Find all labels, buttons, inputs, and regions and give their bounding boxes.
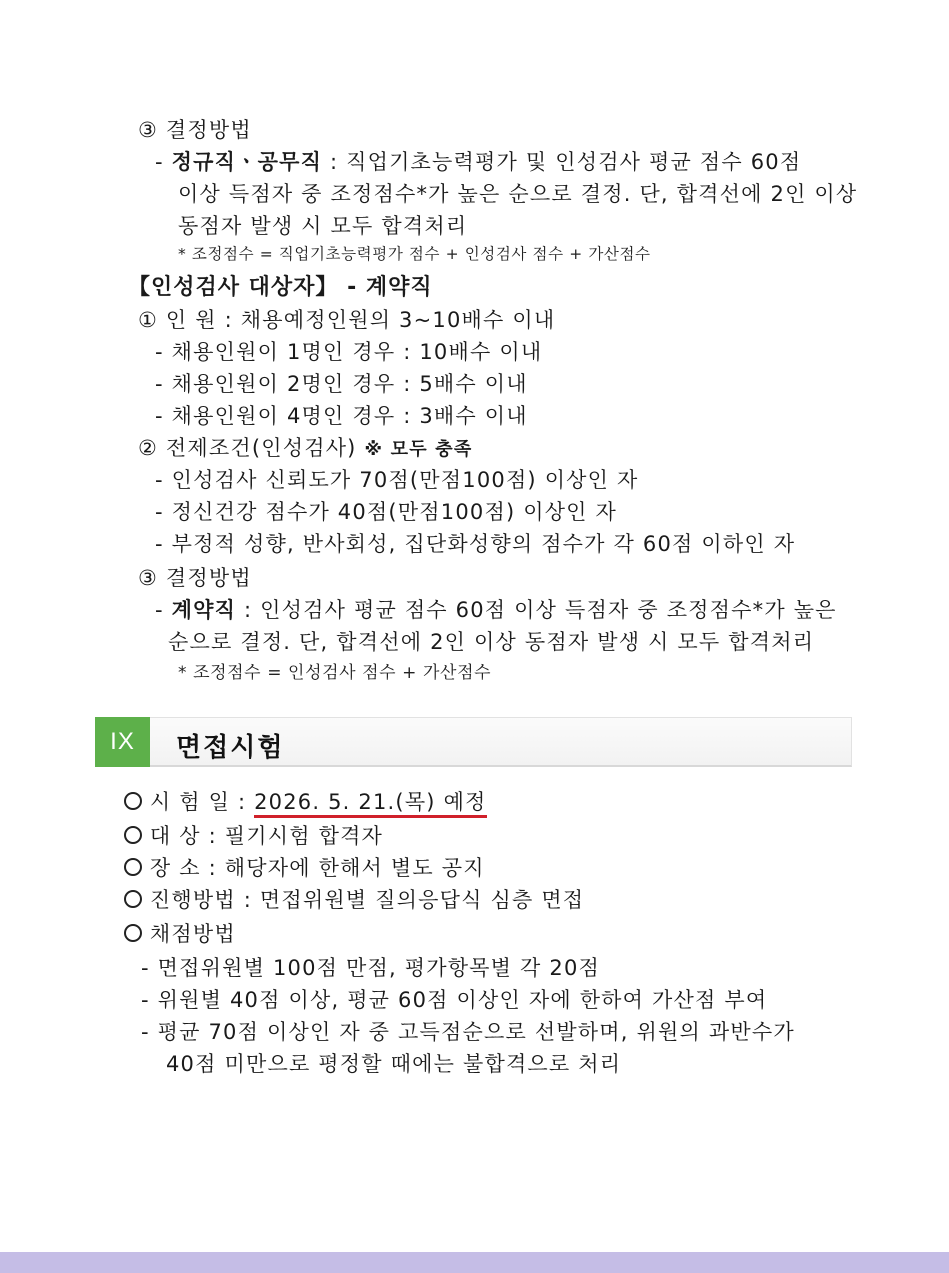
method-item-sep: : [322, 150, 347, 174]
circle-bullet-icon [124, 924, 142, 942]
premise-item: - 인성검사 신뢰도가 70점(만점100점) 이상인 자 [155, 468, 639, 492]
headcount-heading: ① 인 원 : 채용예정인원의 3~10배수 이내 [138, 308, 556, 332]
dash-marker: - [155, 598, 172, 622]
interview-place-row [124, 852, 485, 882]
circle-bullet-icon [124, 890, 142, 908]
headcount-item: - 채용인원이 1명인 경우 : 10배수 이내 [155, 340, 543, 364]
scoring-heading-row [124, 918, 236, 948]
interview-date-label: 시 험 일 : [149, 790, 255, 814]
method-item-text: 직업기초능력평가 및 인성검사 평균 점수 60점 [346, 150, 802, 174]
interview-procedure-row [124, 884, 584, 914]
section-title: 면접시험 [176, 733, 285, 763]
method-item-sep: : [236, 598, 261, 622]
headcount-item: - 채용인원이 2명인 경우 : 5배수 이내 [155, 372, 528, 396]
circle-bullet-icon [124, 858, 142, 876]
dash-marker: - [155, 150, 172, 174]
headcount-item: - 채용인원이 4명인 경우 : 3배수 이내 [155, 404, 528, 428]
premise-note: ※ 모두 충족 [364, 439, 473, 460]
scoring-item: - 위원별 40점 이상, 평균 60점 이상인 자에 한하여 가산점 부여 [141, 988, 768, 1012]
method-note-contract: * 조정점수 = 인성검사 점수 + 가산점수 [178, 663, 492, 683]
premise-heading-text: ② 전제조건(인성검사) [138, 436, 357, 460]
premise-item: - 정신건강 점수가 40점(만점100점) 이상인 자 [155, 500, 618, 524]
interview-target-text: 대 상 : 필기시험 합격자 [149, 824, 384, 848]
premise-heading [138, 432, 472, 462]
circle-bullet-icon [124, 792, 142, 810]
interview-date-value: 2026. 5. 21.(목) 예정 [254, 790, 486, 818]
premise-item: - 부정적 성향, 반사회성, 집단화성향의 점수가 각 60점 이하인 자 [155, 532, 796, 556]
footer-band [0, 1252, 949, 1273]
interview-place-text: 장 소 : 해당자에 한해서 별도 공지 [149, 856, 485, 880]
scoring-item: - 면접위원별 100점 만점, 평가항목별 각 20점 [141, 956, 600, 980]
contract-heading: 【인성검사 대상자】 - 계약직 [128, 275, 433, 300]
method-note-regular: * 조정점수 = 직업기초능력평가 점수 + 인성검사 점수 + 가산점수 [178, 245, 651, 263]
interview-procedure-text: 진행방법 : 면접위원별 질의응답식 심층 면접 [149, 888, 585, 912]
method-item-label: 계약직 [171, 598, 237, 622]
circle-bullet-icon [124, 826, 142, 844]
scoring-item-continuation: 40점 미만으로 평정할 때에는 불합격으로 처리 [166, 1052, 622, 1076]
method-item-regular-line3: 동점자 발생 시 모두 합격처리 [178, 214, 468, 238]
method-item-regular-line2: 이상 득점자 중 조정점수*가 높은 순으로 결정. 단, 합격선에 2인 이상 [178, 182, 858, 206]
method-heading-contract: ③ 결정방법 [138, 566, 252, 590]
method-heading-regular: ③ 결정방법 [138, 118, 252, 142]
interview-target-row [124, 820, 383, 850]
method-item-regular-line1 [155, 146, 801, 176]
scoring-item: - 평균 70점 이상인 자 중 고득점순으로 선발하며, 위원의 과반수가 [141, 1020, 795, 1044]
method-item-contract-line1 [155, 594, 837, 624]
scoring-heading: 채점방법 [149, 922, 236, 946]
section-number-badge: IX [95, 717, 150, 767]
method-item-label: 정규직ㆍ공무직 [171, 150, 323, 174]
method-item-text: 인성검사 평균 점수 60점 이상 득점자 중 조정점수*가 높은 [260, 598, 837, 622]
method-item-contract-line2: 순으로 결정. 단, 합격선에 2인 이상 동점자 발생 시 모두 합격처리 [168, 630, 815, 654]
interview-date-row [124, 786, 487, 816]
